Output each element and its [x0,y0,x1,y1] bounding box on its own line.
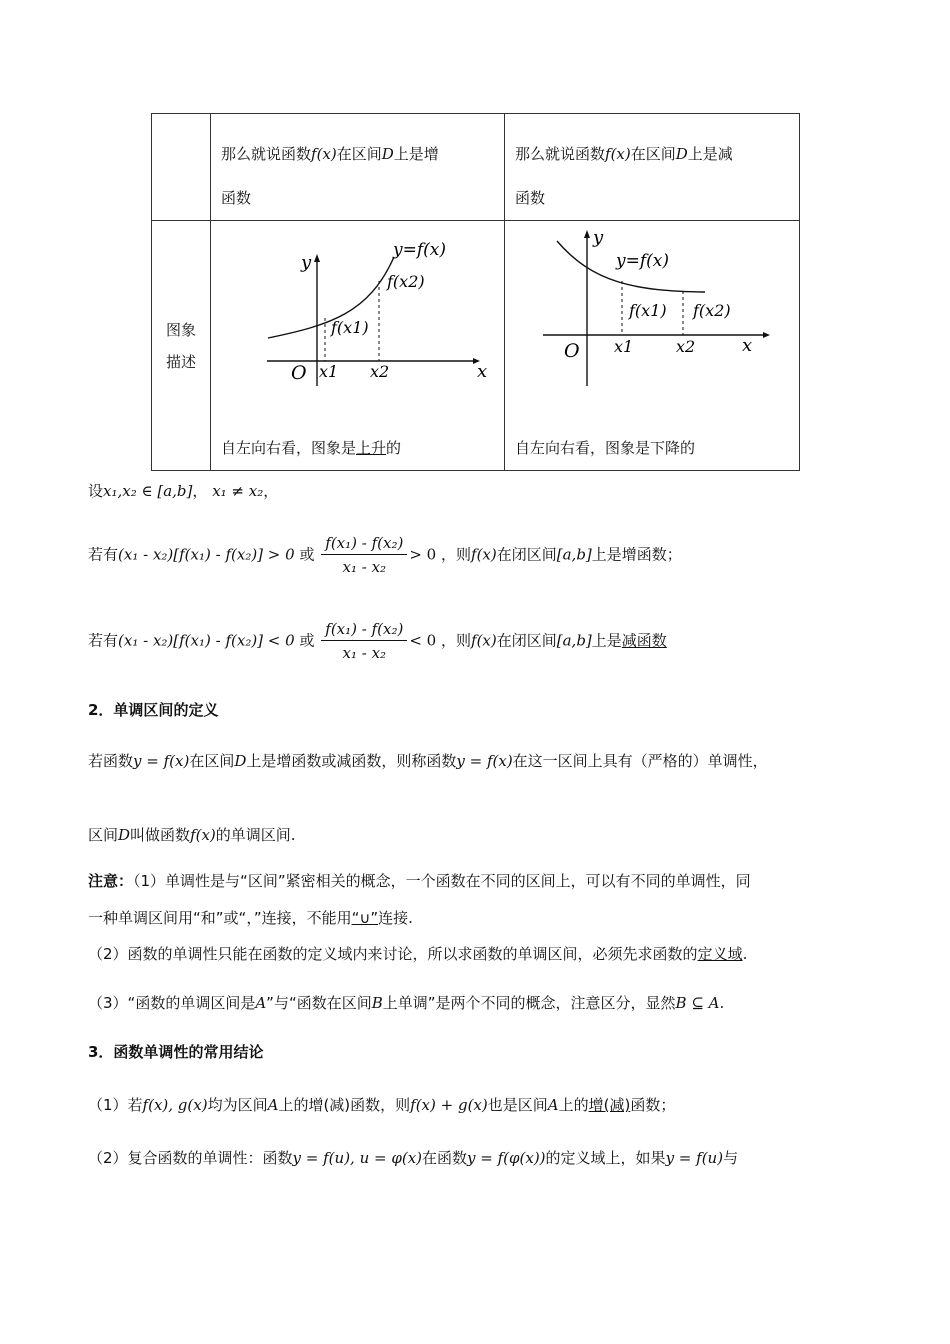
y-axis-label: y [593,227,604,248]
fx2-label: f(x2) [693,301,731,320]
y-axis-arrow [314,254,320,262]
note-3: （3）“函数的单调区间是A”与“函数在区间B上单调”是两个不同的概念，注意区分，显然B ⊆ A. [88,994,725,1012]
x-axis-label: x [477,361,488,382]
graph-row-label: 图象 描述 [152,221,211,471]
x2-label: x2 [370,362,390,381]
increasing-condition-line: 若有(x₁ - x₂)[f(x₁) - f(x₂)] > 0 或 $\frac{\text{f(x₁) - f(x₂)}}{\text{x₁ - x₂}}$ > 0 ，则f(x)在闭区间[a,b]上是增函数； [88,534,682,576]
x1-label: x1 [319,362,339,381]
monotonic-interval-paragraph-2: 区间D叫做函数f(x)的单调区间. [88,826,296,844]
note-1-line-1: 注意：（1）单调性是与“区间”紧密相关的概念，一个函数在不同的区间上，可以有不同的单调性，同 [88,872,751,890]
empty-header-cell [152,114,211,221]
y-axis-arrow [584,230,590,238]
y-axis-label: y [301,252,312,273]
increasing-fraction: $\frac{\text{f(x₁) - f(x₂)}}{\text{x₁ - x₂}}$ [321,534,407,576]
increasing-graph-cell [211,221,505,471]
curve-label: y=f(x) [393,240,446,260]
fx2-label: f(x2) [387,272,425,291]
decreasing-definition-cell: 那么就说函数f(x)在区间D上是减 函数 [505,114,800,221]
increasing-definition-cell: 那么就说函数f(x)在区间D上是增 函数 [211,114,505,221]
note-1-line-2: 一种单调区间用“和”或“，”连接，不能用“∪”连接. [88,909,413,927]
note-2: （2）函数的单调性只能在函数的定义域内来讨论，所以求函数的单调区间，必须先求函数的定义域. [88,945,748,963]
section-2-heading: 2．单调区间的定义 [88,701,219,719]
fx1-label: f(x1) [331,318,369,337]
decreasing-function-graph [505,221,800,471]
increasing-caption: 自左向右看，图象是上升的 [221,439,402,457]
decreasing-fraction: $\frac{\text{f(x₁) - f(x₂)}}{\text{x₁ - x₂}}$ [321,620,407,662]
graph-row [152,221,800,471]
curve-label: y=f(x) [616,251,669,271]
increasing-function-graph [211,221,505,471]
conclusion-2: （2）复合函数的单调性：函数y = f(u), u = φ(x)在函数y = f(φ(x))的定义域上，如果y = f(u)与 [88,1149,739,1167]
x1-label: x1 [614,337,634,356]
monotonicity-table [151,113,800,471]
decreasing-condition-line: 若有(x₁ - x₂)[f(x₁) - f(x₂)] < 0 或 $\frac{\text{f(x₁) - f(x₂)}}{\text{x₁ - x₂}}$ < 0 ，则f(x)在闭区间[a,b]上是减函数 [88,620,667,662]
monotonic-interval-paragraph-1: 若函数y = f(x)在区间D上是增函数或减函数，则称函数y = f(x)在这一区间上具有（严格的）单调性， [88,752,768,770]
premise-line: 设x₁,x₂ ∈ [a,b]， x₁ ≠ x₂， [88,482,279,500]
origin-label: O [291,362,307,384]
x2-label: x2 [676,337,696,356]
section-3-heading: 3．函数单调性的常用结论 [88,1043,264,1061]
definition-row [152,114,800,221]
decreasing-graph-cell [505,221,800,471]
x-axis-label: x [742,335,753,356]
x-axis-arrow [763,332,770,338]
decreasing-caption: 自左向右看，图象是下降的 [515,439,696,457]
conclusion-1: （1）若f(x), g(x)均为区间A上的增(减)函数，则f(x) + g(x)也是区间A上的增(减)函数； [88,1096,676,1114]
fx1-label: f(x1) [629,301,667,320]
origin-label: O [564,340,580,362]
